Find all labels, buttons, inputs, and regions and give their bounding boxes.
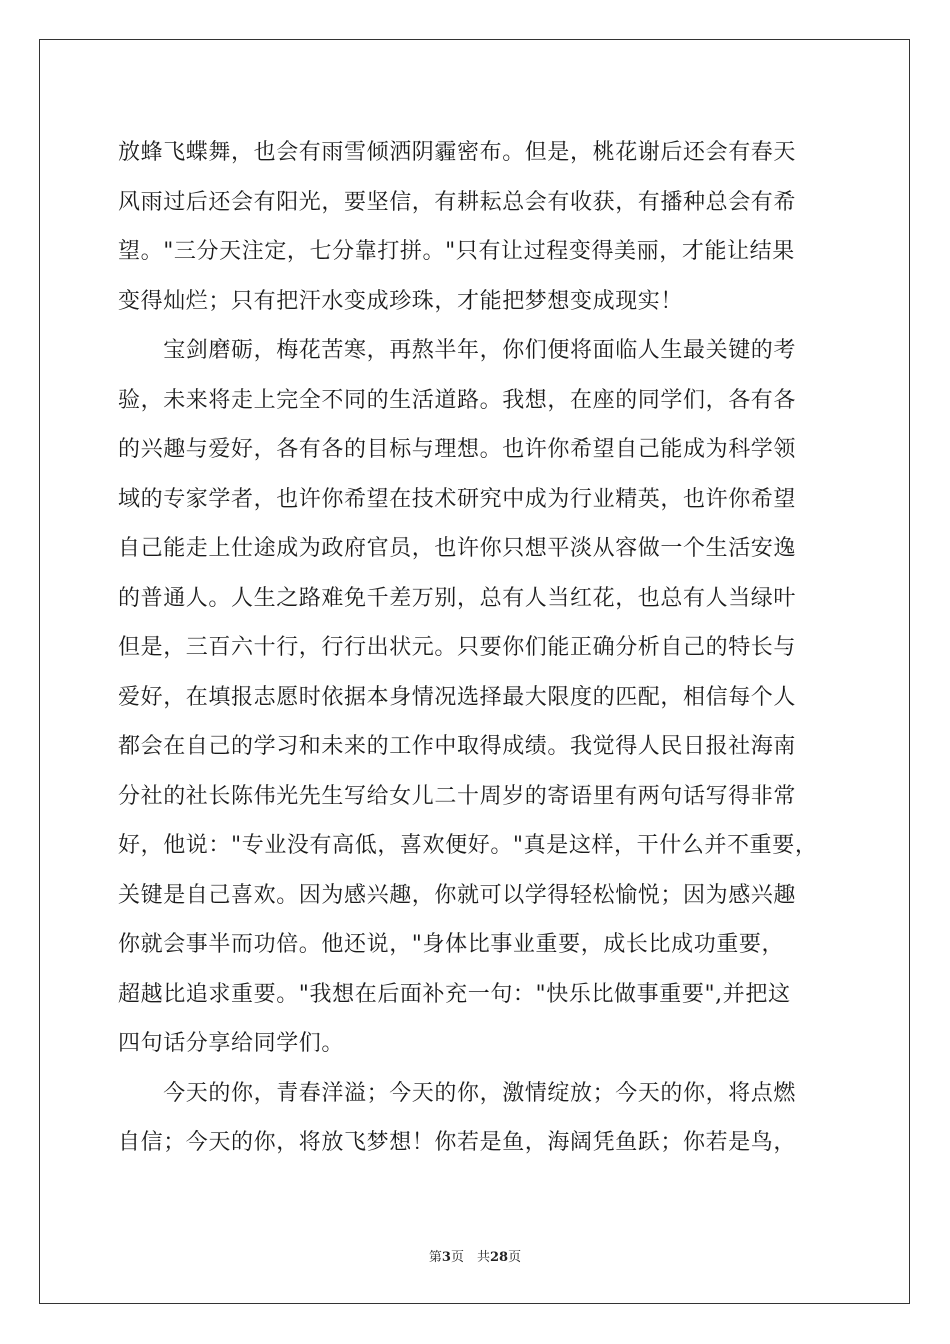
text-line: 变得灿烂；只有把汗水变成珍珠，才能把梦想变成现实！: [118, 288, 684, 314]
text-line: 爱好，在填报志愿时依据本身情况选择最大限度的匹配，相信每个人: [118, 684, 797, 710]
total-pages: 28: [489, 1250, 509, 1265]
text-line: 验，未来将走上完全不同的生活道路。我想，在座的同学们，各有各: [118, 387, 797, 413]
text-line: 自信；今天的你，将放飞梦想！你若是鱼，海阔凭鱼跃；你若是鸟，: [118, 1130, 797, 1155]
text-line: 你就会事半而功倍。他还说，"身体比事业重要，成长比成功重要，: [118, 932, 785, 957]
text-line: 超越比追求重要。"我想在后面补充一句："快乐比做事重要",并把这: [118, 981, 791, 1007]
text-line: 四句话分享给同学们。: [118, 1031, 345, 1056]
page-footer: [0, 1246, 950, 1265]
text-line: 分社的社长陈伟光先生写给女儿二十周岁的寄语里有两句话写得非常: [118, 783, 797, 809]
text-line: 今天的你，青春洋溢；今天的你，激情绽放；今天的你，将点燃: [118, 1080, 797, 1106]
text-line: 好，他说："专业没有高低，喜欢便好。"真是这样，干什么并不重要，: [118, 833, 818, 858]
text-line: 宝剑磨砺，梅花苦寒，再熬半年，你们便将面临人生最关键的考: [118, 338, 797, 363]
text-line: 自己能走上仕途成为政府官员，也许你只想平淡从容做一个生活安逸: [118, 536, 797, 561]
text-line: 域的专家学者，也许你希望在技术研究中成为行业精英，也许你希望: [118, 486, 797, 512]
text-line: 望。"三分天注定，七分靠打拼。"只有让过程变得美丽，才能让结果: [118, 239, 795, 264]
text-line: 放蜂飞蝶舞，也会有雨雪倾洒阴霾密布。但是，桃花谢后还会有春天: [118, 140, 797, 165]
text-line: 风雨过后还会有阳光，要坚信，有耕耘总会有收获，有播种总会有希: [118, 189, 797, 215]
footer-middle: 页 共: [450, 1250, 490, 1265]
page-number: 3: [441, 1250, 451, 1265]
document-body: [118, 128, 838, 1168]
footer-suffix: 页: [508, 1250, 522, 1265]
text-line: 都会在自己的学习和未来的工作中取得成绩。我觉得人民日报社海南: [118, 734, 797, 759]
footer-prefix: 第: [428, 1250, 442, 1265]
text-line: 的兴趣与爱好，各有各的目标与理想。也许你希望自己能成为科学领: [118, 437, 797, 462]
text-line: 的普通人。人生之路难免千差万别，总有人当红花，也总有人当绿叶: [118, 585, 797, 611]
text-line: 关键是自己喜欢。因为感兴趣，你就可以学得轻松愉悦；因为感兴趣: [118, 882, 797, 908]
text-line: 但是，三百六十行，行行出状元。只要你们能正确分析自己的特长与: [118, 635, 797, 660]
